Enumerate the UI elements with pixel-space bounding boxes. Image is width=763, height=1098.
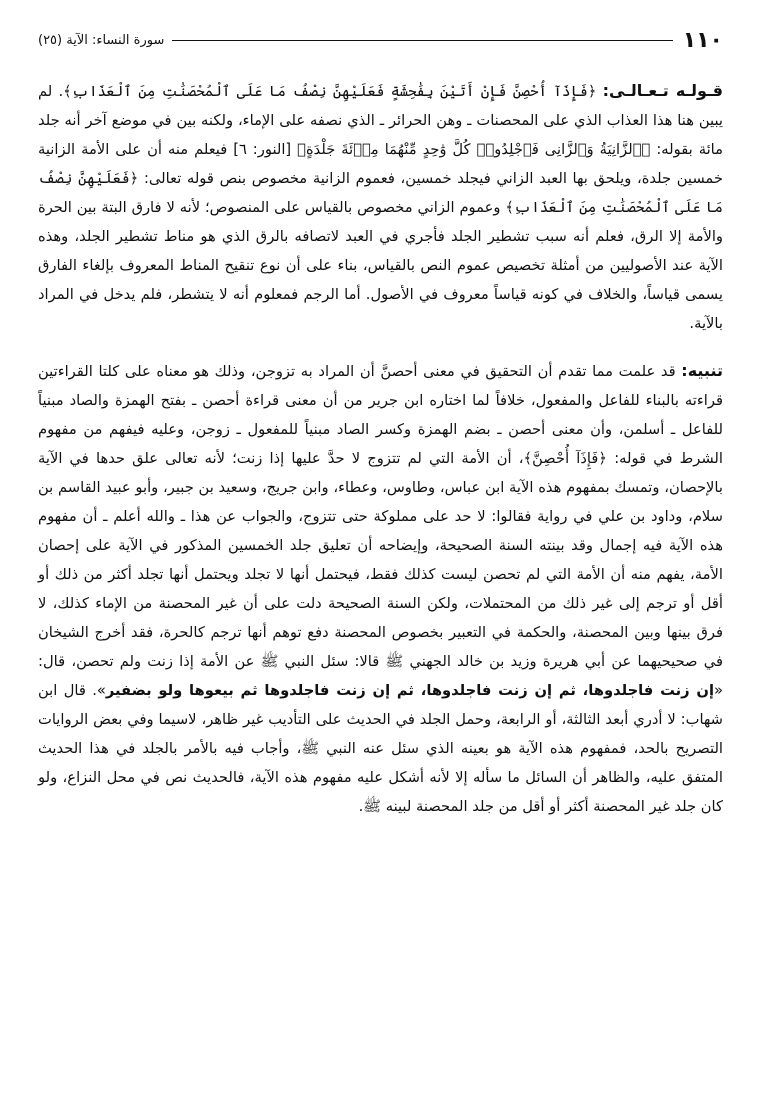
paragraph-gap xyxy=(38,338,723,356)
commentary-text: . لم يبين هنا هذا العذاب الذي على المحصنات ـ وهن الحرائر ـ الذي نصفه على الإماء، ولكنه بين في موضع آخر أنه جلد مائة بقوله: xyxy=(38,83,724,158)
page-header xyxy=(38,22,723,58)
page-body xyxy=(38,76,723,821)
quran-verse: ﴿فَإِذَآ أُحْصِنَّ﴾ xyxy=(523,450,608,467)
paragraph-note xyxy=(38,356,723,821)
quran-verse: ﴿فَإِذَآ أُحْصِنَّ فَإِنْ أَتَيْنَ بِفَٰحِشَةٍ فَعَلَيْهِنَّ نِصْفُ مَا عَلَى ٱلْمُحْصَنَٰتِ مِنَ ٱلْعَذَابِ﴾ xyxy=(63,83,603,100)
quran-verse: ﴿فَعَلَيْهِنَّ نِصْفُ مَا عَلَى ٱلْمُحْصَنَٰتِ مِنَ ٱلْعَذَابِ﴾ xyxy=(38,170,723,216)
page-number: ١١٠ xyxy=(682,27,723,53)
note-text: قد علمت مما تقدم أن التحقيق في معنى أحصنَّ أن المراد به تزوجن، وذلك هو معناه على كلتا القراءتين قراءته بالبناء للفاعل والمفعول، خلافاً لما اختاره ابن جرير من أن معنى قراءة أحصن ـ بفتح الهمزة والصاد مبنياً للفاعل ـ أسلمن، وأن معنى أحصن ـ بضم الهمزة وكسر الصاد مبنياً للمفعول ـ زوجن، وعليه فيفهم من مفهوم الشرط في قوله: xyxy=(38,363,723,467)
header-rule xyxy=(172,40,672,41)
note-text: ، أن الأمة التي لم تتزوج لا حدَّ عليها إذا زنت؛ لأنه تعالى علق حدها في الآية بالإحصان، وتمسك بمفهوم هذه الآية ابن عباس، وطاوس، وعطاء، وابن جريج، وسعيد بن جبير، وأبو عبيد القاسم بن سلام، وداود بن علي في رواية فقالوا: لا حد على مملوكة حتى تتزوج، والجواب عن هذا ـ والله أعلم ـ أن مفهوم هذه الآية فيه إجمال وقد بينته السنة الصحيحة، وإيضاحه أن تعليق جلد الخمسين المذكور في الآية على إحصان الأمة، يفهم منه أن الأمة التي لم تحصن ليست كذلك فقط، فيحتمل أنها لا تجلد ويحتمل أنها تجلد أكثر من ذلك أو أقل أو ترجم إلى غير ذلك من المحتملات، ولكن السنة الصحيحة دلت على أن غير المحصنة من الإماء كذلك، لا فرق بينها وبين المحصنة، والحكمة في التعبير بخصوص المحصنة دفع توهم أنها ترجم كالحرة، فقد أخرج الشيخان في صحيحيهما عن أبي هريرة وزيد بن خالد الجهني ﷺ قالا: سئل النبي ﷺ عن الأمة إذا زنت ولم تحصن، قال: « xyxy=(38,450,723,699)
paragraph-commentary xyxy=(38,76,723,338)
verse-lead: قـولـه تـعـالـى: xyxy=(602,81,723,100)
commentary-text: [النور: ٦] فيعلم منه أن على الأمة الزانية خمسين جلدة، ويلحق بها العبد الزاني فيجلد خمسين، فعموم الزانية مخصوص بنص قوله تعالى: xyxy=(38,141,723,187)
quran-verse: ﴿ٱلزَّانِيَةُ وَٱلزَّانِى فَٱجْلِدُوا۟ كُلَّ وَٰحِدٍ مِّنْهُمَا مِا۟ئَةَ جَلْدَةٍ﴾ xyxy=(297,141,651,158)
note-lead: تنبيه: xyxy=(681,361,723,380)
hadith-quote: إن زنت فاجلدوها، ثم إن زنت فاجلدوها، ثم إن زنت فاجلدوها ثم بيعوها ولو بضفير xyxy=(105,682,714,699)
commentary-text: وعموم الزاني مخصوص بالقياس على المنصوص؛ لأنه لا فارق البتة بين الحرة والأمة إلا الرق، فعلم أنه سبب تشطير الجلد فأجري في العبد لاتصافه بالرق الذي هو مناط تشطير الجلد، وهذه الآية عند الأصوليين من أمثلة تخصيص عموم النص بالقياس، بناء على أن نوع تنقيح المناط المعروف بإلغاء الفارق يسمى قياساً، والخلاف في كونه قياساً معروف في الأصول. أما الرجم فمعلوم أنه لا يتشطر، فلم يدخل في المراد بالآية. xyxy=(38,199,723,332)
note-text: ». قال ابن شهاب: لا أدري أبعد الثالثة، أو الرابعة، وحمل الجلد في الحديث على التأديب غير ظاهر، لاسيما وفي بعض الروايات التصريح بالحد، فمفهوم هذه الآية هو بعينه الذي سئل عنه النبي ﷺ، وأجاب فيه بالأمر بالجلد في هذا الحديث المتفق عليه، والظاهر أن السائل ما سأله إلا لأنه أشكل عليه مفهوم هذه الآية، فالحديث نص في محل النزاع، ولو كان جلد غير المحصنة أكثر أو أقل من جلد المحصنة لبينه ﷺ. xyxy=(38,682,723,815)
book-page xyxy=(38,22,723,1082)
running-title: سورة النساء: الآية (٢٥) xyxy=(38,32,165,48)
